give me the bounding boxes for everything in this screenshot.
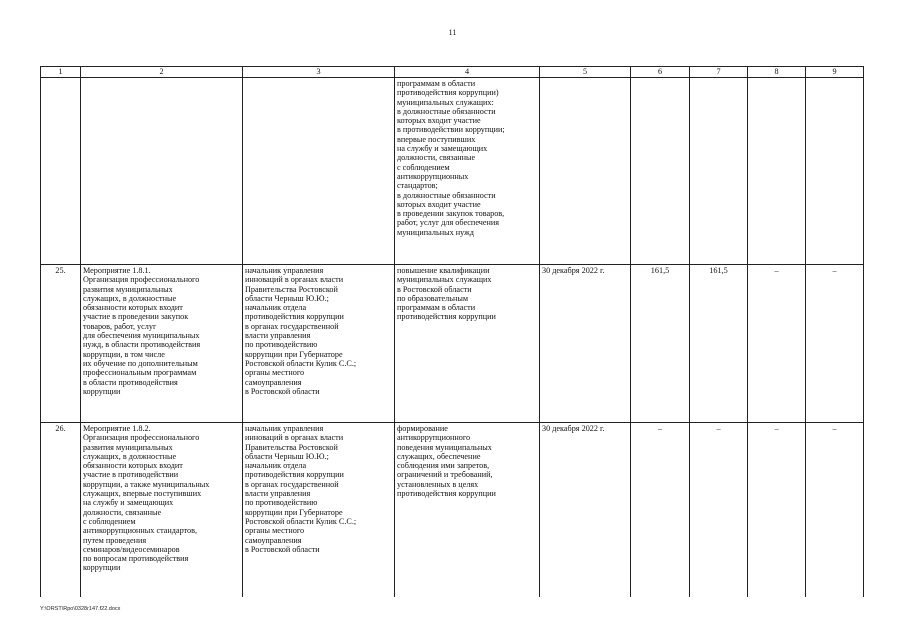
- amount-cell: 161,5: [631, 265, 690, 423]
- cell-text-line: поведения муниципальных: [397, 442, 492, 452]
- column-header: 7: [690, 67, 748, 78]
- deadline-cell: [540, 78, 631, 265]
- cell-text-line: в Ростовской области: [397, 284, 472, 294]
- cell-text-line: обязанности которых входит: [83, 461, 183, 471]
- cell-text-line: в органах государственной: [245, 479, 339, 489]
- cell-text-line: самоуправления: [245, 377, 302, 387]
- cell-text-line: муниципальных служащих: [397, 275, 492, 285]
- cell-text-line: антикоррупционных стандартов,: [83, 526, 198, 536]
- row-number-cell: 25.: [41, 265, 81, 423]
- cell-text-line: противодействия коррупции: [397, 489, 496, 499]
- cell-text-line: в должностные обязанности: [397, 190, 496, 200]
- cell-text-line: начальник отдела: [245, 461, 307, 471]
- cell-text-line: самоуправления: [245, 535, 302, 545]
- cell-text-line: в области противодействия: [83, 377, 178, 387]
- cell-text-line: на службу и замещающих: [397, 144, 488, 154]
- cell-text-line: коррупции при Губернаторе: [245, 349, 343, 359]
- cell-text-line: Мероприятие 1.8.1.: [83, 266, 151, 275]
- cell-text-line: Правительства Ростовской: [245, 284, 338, 294]
- cell-text-line: начальник управления: [245, 424, 324, 433]
- column-number-header-row: [41, 67, 864, 78]
- amount-cell: [631, 78, 690, 265]
- cell-text-line: коррупции, а также муниципальных: [83, 479, 210, 489]
- cell-text-line: Организация профессионального: [83, 275, 200, 285]
- cell-text-line: участие в проведении закупок: [83, 312, 189, 322]
- cell-text-line: противодействия коррупции: [397, 312, 496, 322]
- cell-text-line: органы местного: [245, 368, 305, 378]
- amount-cell: –: [806, 423, 864, 598]
- cell-text-line: в Ростовской области: [245, 544, 320, 554]
- cell-text-line: в проведении закупок товаров,: [397, 209, 505, 219]
- measure-cell: [81, 78, 243, 265]
- responsible-cell: [243, 265, 395, 423]
- column-header: 4: [395, 67, 540, 78]
- responsible-cell: [243, 78, 395, 265]
- cell-text-line: с соблюдением: [83, 516, 136, 526]
- cell-text-line: которых входит участие: [397, 199, 481, 209]
- cell-text-line: области Черныш Ю.Ю.;: [245, 293, 329, 303]
- cell-text-line: противодействия коррупции): [397, 88, 499, 98]
- cell-text-line: в противодействии коррупции;: [397, 125, 505, 135]
- amount-cell: –: [806, 265, 864, 423]
- cell-text-line: Ростовской области Кулик С.С.;: [245, 516, 357, 526]
- cell-text-line: по противодействию: [245, 498, 318, 508]
- deadline-cell: 30 декабря 2022 г.: [540, 265, 631, 423]
- cell-text-line: муниципальных служащих:: [397, 97, 494, 107]
- amount-cell: [690, 78, 748, 265]
- cell-text-line: впервые поступивших: [397, 134, 476, 144]
- cell-text-line: развития муниципальных: [83, 284, 173, 294]
- cell-text-line: начальник отдела: [245, 303, 307, 313]
- cell-text-line: коррупции при Губернаторе: [245, 507, 343, 517]
- cell-text-line: по противодействию: [245, 340, 318, 350]
- table-row-continuation: [41, 78, 864, 265]
- measures-table: [40, 66, 864, 597]
- result-cell: [395, 423, 540, 598]
- cell-text-line: ограничений и требований,: [397, 470, 493, 480]
- cell-text-line: должности, связанные: [397, 153, 476, 163]
- amount-cell: 161,5: [690, 265, 748, 423]
- table-row: [41, 423, 864, 598]
- cell-text-line: профессиональным программам: [83, 368, 197, 378]
- cell-text-line: служащих, обеспечение: [397, 451, 481, 461]
- result-cell: [395, 265, 540, 423]
- cell-text-line: в Ростовской области: [245, 386, 320, 396]
- cell-text-line: семинаров/видеосеминаров: [83, 544, 180, 554]
- column-header: 8: [748, 67, 806, 78]
- column-header: 1: [41, 67, 81, 78]
- cell-text-line: области Черныш Ю.Ю.;: [245, 451, 329, 461]
- amount-cell: –: [631, 423, 690, 598]
- cell-text-line: коррупции, в том числе: [83, 349, 165, 359]
- cell-text-line: инноваций в органах власти: [245, 275, 344, 285]
- amount-cell: [806, 78, 864, 265]
- cell-text-line: власти управления: [245, 489, 311, 499]
- cell-text-line: начальник управления: [245, 266, 324, 275]
- cell-text-line: с соблюдением: [397, 162, 450, 172]
- cell-text-line: органы местного: [245, 526, 305, 536]
- cell-text-line: программам в области: [397, 303, 476, 313]
- deadline-cell: 30 декабря 2022 г.: [540, 423, 631, 598]
- measure-cell: [81, 265, 243, 423]
- footer-file-path: Y:\ORST\Rpo\0328r147.f22.docx: [40, 606, 121, 612]
- cell-text-line: для обеспечения муниципальных: [83, 331, 200, 341]
- row-number-cell: 26.: [41, 423, 81, 598]
- measure-cell: [81, 423, 243, 598]
- cell-text-line: по образовательным: [397, 293, 469, 303]
- cell-text-line: повышение квалификации: [397, 266, 490, 275]
- column-header: 5: [540, 67, 631, 78]
- cell-text-line: коррупции: [83, 386, 121, 396]
- cell-text-line: участие в противодействии: [83, 470, 179, 480]
- cell-text-line: антикоррупционных: [397, 171, 469, 181]
- cell-text-line: нужд, в области противодействия: [83, 340, 201, 350]
- cell-text-line: обязанности которых входит: [83, 303, 183, 313]
- cell-text-line: товаров, работ, услуг: [83, 321, 157, 331]
- cell-text-line: по вопросам противодействия: [83, 554, 189, 564]
- cell-text-line: служащих, впервые поступивших: [83, 489, 202, 499]
- column-header: 3: [243, 67, 395, 78]
- responsible-cell: [243, 423, 395, 598]
- row-number-cell: [41, 78, 81, 265]
- cell-text-line: власти управления: [245, 331, 311, 341]
- cell-text-line: их обучение по дополнительным: [83, 358, 198, 368]
- page-number: 11: [448, 28, 457, 37]
- result-cell: [395, 78, 540, 265]
- cell-text-line: служащих, в должностные: [83, 293, 177, 303]
- cell-text-line: Ростовской области Кулик С.С.;: [245, 358, 357, 368]
- cell-text-line: служащих, в должностные: [83, 451, 177, 461]
- cell-text-line: антикоррупционного: [397, 433, 471, 443]
- amount-cell: –: [690, 423, 748, 598]
- amount-cell: –: [748, 265, 806, 423]
- cell-text-line: соблюдения ими запретов,: [397, 461, 490, 471]
- cell-text-line: стандартов;: [397, 181, 438, 191]
- table-row: [41, 265, 864, 423]
- cell-text-line: противодействия коррупции: [245, 312, 344, 322]
- cell-text-line: программам в области: [397, 79, 476, 88]
- cell-text-line: инноваций в органах власти: [245, 433, 344, 443]
- cell-text-line: на службу и замещающих: [83, 498, 174, 508]
- cell-text-line: работ, услуг для обеспечения: [397, 218, 500, 228]
- cell-text-line: которых входит участие: [397, 116, 481, 126]
- cell-text-line: Мероприятие 1.8.2.: [83, 424, 151, 433]
- column-header: 6: [631, 67, 690, 78]
- cell-text-line: в должностные обязанности: [397, 106, 496, 116]
- cell-text-line: противодействия коррупции: [245, 470, 344, 480]
- cell-text-line: Правительства Ростовской: [245, 442, 338, 452]
- amount-cell: [748, 78, 806, 265]
- column-header: 9: [806, 67, 864, 78]
- cell-text-line: установленных в целях: [397, 479, 479, 489]
- cell-text-line: муниципальных нужд: [397, 227, 474, 237]
- cell-text-line: путем проведения: [83, 535, 147, 545]
- cell-text-line: в органах государственной: [245, 321, 339, 331]
- cell-text-line: формирование: [397, 424, 448, 433]
- column-header: 2: [81, 67, 243, 78]
- cell-text-line: должности, связанные: [83, 507, 162, 517]
- amount-cell: –: [748, 423, 806, 598]
- cell-text-line: Организация профессионального: [83, 433, 200, 443]
- cell-text-line: коррупции: [83, 563, 121, 573]
- cell-text-line: развития муниципальных: [83, 442, 173, 452]
